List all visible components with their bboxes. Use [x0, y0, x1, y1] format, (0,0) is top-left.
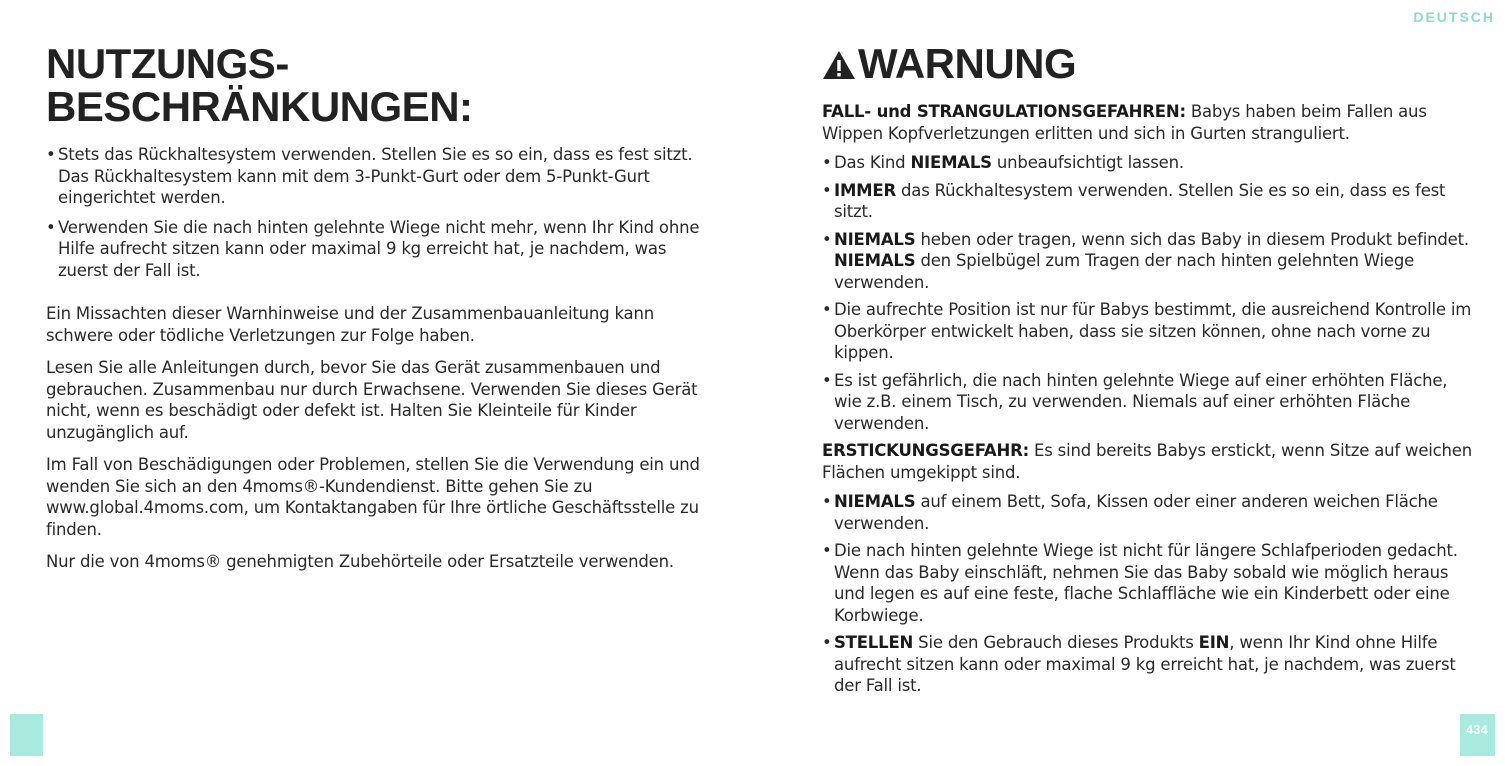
- warning-bullet: • Die nach hinten gelehnte Wiege ist nicht für längere Schlafperioden gedacht. Wenn das Baby einschläft, nehmen Sie das Baby sobald wie möglich heraus und legen es auf eine feste, flache Schlaffläche wie ein Kinderbett oder eine Korbwiege.: [822, 541, 1458, 625]
- damage-paragraph: Im Fall von Beschädigungen oder Problemen, stellen Sie die Verwendung ein und wenden Sie sich an den 4moms®-Kundendienst. Bitte gehen Sie zu www.global.4moms.com, um Kontaktangaben für Ihre örtliche Geschäftsstelle zu finden.: [46, 455, 700, 539]
- warning-section: [822, 42, 1472, 697]
- suffocation-hazard-heading: ERSTICKUNGSGEFAHR:: [822, 441, 1029, 460]
- warning-paragraph: Ein Missachten dieser Warnhinweise und der Zusammenbauanleitung kann schwere oder tödliche Verletzungen zur Folge haben.: [46, 304, 654, 345]
- warning-bullet: • Das Kind NIEMALS unbeaufsichtigt lassen.: [822, 153, 1184, 172]
- warning-bullet: • NIEMALS heben oder tragen, wenn sich das Baby in diesem Produkt befindet. NIEMALS den Spielbügel zum Tragen der nach hinten gelehnten Wiege verwenden.: [822, 229, 1469, 292]
- warning-bullet: • IMMER das Rückhaltesystem verwenden. Stellen Sie es so ein, dass es fest sitzt.: [822, 180, 1446, 221]
- fall-hazard-paragraph: FALL- und STRANGULATIONSGEFAHREN: Babys haben beim Fallen aus Wippen Kopfverletzungen erlitten und sich in Gurten stranguliert.: [822, 102, 1427, 143]
- warning-triangle-icon: [822, 49, 856, 81]
- usage-restrictions-section: [46, 42, 706, 573]
- warning-bullet: • Die aufrechte Position ist nur für Babys bestimmt, die ausreichend Kontrolle im Oberkörper entwickelt haben, dass sie sitzen können, ohne nach vorne zu kippen.: [822, 300, 1472, 362]
- title-line-1: NUTZUNGS-: [46, 40, 289, 87]
- fall-hazard-heading: FALL- und STRANGULATIONSGEFAHREN:: [822, 102, 1186, 121]
- language-label: DEUTSCH: [1413, 9, 1495, 25]
- title-line-2: BESCHRÄNKUNGEN:: [46, 83, 473, 130]
- page-number: 434: [1466, 722, 1488, 737]
- warning-bullet: • Es ist gefährlich, die nach hinten gelehnte Wiege auf einer erhöhten Fläche, wie z.B. einem Tisch, zu verwenden. Niemals auf einer erhöhten Fläche verwenden.: [822, 370, 1448, 433]
- restriction-bullet: • Verwenden Sie die nach hinten gelehnte Wiege nicht mehr, wenn Ihr Kind ohne Hilfe aufrecht sitzen kann oder maximal 9 kg erreicht hat, je nachdem, was zuerst der Fall ist.: [46, 217, 700, 280]
- warning-bullet: • STELLEN Sie den Gebrauch dieses Produkts EIN, wenn Ihr Kind ohne Hilfe aufrecht sitzen kann oder maximal 9 kg erreicht hat, je nachdem, was zuerst der Fall ist.: [822, 633, 1456, 695]
- warning-title-text: WARNUNG: [858, 40, 1077, 87]
- warning-bullet: • NIEMALS auf einem Bett, Sofa, Kissen oder einer anderen weichen Fläche verwenden.: [822, 492, 1438, 533]
- page-tab-left: [10, 714, 43, 756]
- accessories-paragraph: Nur die von 4moms® genehmigten Zubehörteile oder Ersatzteile verwenden.: [46, 552, 674, 571]
- usage-restrictions-title: [46, 42, 706, 128]
- suffocation-hazard-paragraph: ERSTICKUNGSGEFAHR: Es sind bereits Babys erstickt, wenn Sitze auf weichen Flächen umgekippt sind.: [822, 441, 1472, 482]
- warning-title: [822, 42, 1472, 85]
- instructions-paragraph: Lesen Sie alle Anleitungen durch, bevor Sie das Gerät zusammenbauen und gebrauchen. Zusammenbau nur durch Erwachsene. Verwenden Sie dieses Gerät nicht, wenn es beschädigt oder defekt ist. Halten Sie Kleinteile für Kinder unzugänglich auf.: [46, 358, 698, 442]
- page-tab-right: [1460, 714, 1495, 756]
- restriction-bullet: • Stets das Rückhaltesystem verwenden. Stellen Sie es so ein, dass es fest sitzt. Das Rückhaltesystem kann mit dem 3-Punkt-Gurt oder dem 5-Punkt-Gurt eingerichtet werden.: [46, 145, 693, 207]
